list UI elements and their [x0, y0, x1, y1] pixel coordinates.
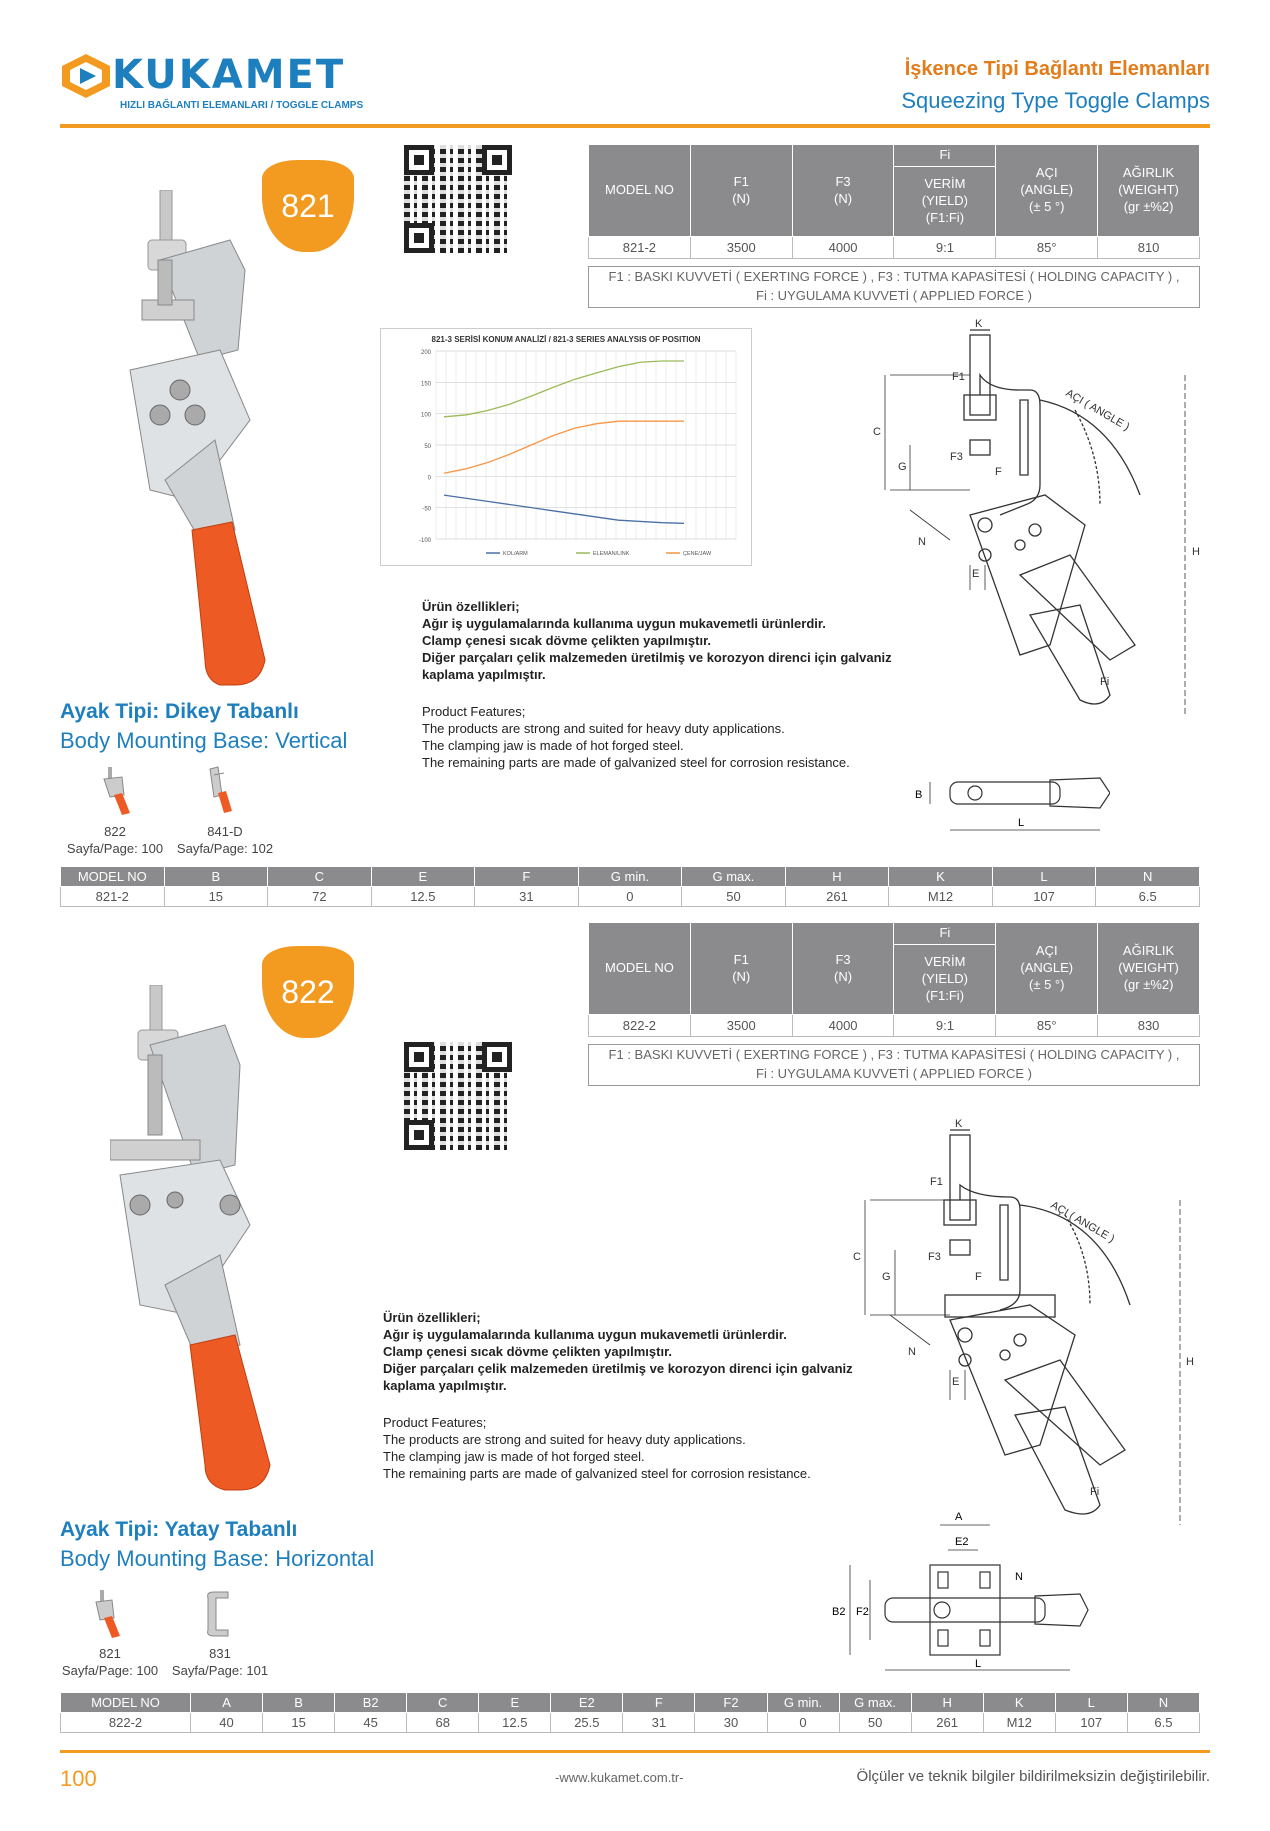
chart-title: 821-3 SERİSİ KONUM ANALİZİ / 821-3 SERIES ANALYSIS OF POSITION: [431, 335, 701, 344]
angle-tol: (± 5 °): [1029, 198, 1065, 214]
label-n: N: [918, 536, 926, 548]
weight-tr: AĞIRLIK: [1122, 165, 1175, 181]
feature-tr-2: Clamp çenesi sıcak dövme çelikten yapılmıştır.: [383, 1344, 673, 1359]
f1-label: F1: [733, 173, 749, 189]
technical-drawing-822: [850, 1115, 1210, 1545]
dim-header: F2: [695, 1693, 767, 1713]
col-model: MODEL NO: [589, 145, 691, 237]
dim-cell: 12.5: [371, 887, 475, 907]
series-line-kol-arm: [444, 495, 684, 523]
related-model: 822: [104, 824, 126, 839]
position-chart: [380, 328, 752, 566]
col-angle: [996, 145, 1098, 237]
force-legend-822: [588, 1044, 1200, 1086]
cell-f1: 3500: [690, 237, 792, 259]
dim-header: N: [1096, 867, 1200, 887]
related-item-822[interactable]: [60, 823, 170, 857]
feature-tr-2: Clamp çenesi sıcak dövme çelikten yapılmıştır.: [422, 633, 712, 648]
y-tick-label: 0: [427, 475, 431, 482]
label-angle: AÇI ( ANGLE ): [1063, 387, 1132, 434]
legend-label: KOL/ARM: [503, 551, 528, 557]
dimensions-table-822: [60, 1692, 1200, 1733]
cell-model: 822-2: [589, 1015, 691, 1037]
label-f2: F2: [856, 1606, 869, 1618]
feature-en-1: The products are strong and suited for heavy duty applications.: [422, 721, 785, 736]
label-a: A: [955, 1511, 963, 1523]
dim-cell: 261: [911, 1713, 983, 1733]
website-link[interactable]: -www.kukamet.com.tr-: [555, 1770, 684, 1785]
label-f3: F3: [928, 1251, 941, 1263]
dim-cell: 72: [268, 887, 372, 907]
f3-label: F3: [835, 173, 851, 189]
dim-cell: 821-2: [61, 887, 165, 907]
related-page: Sayfa/Page: 101: [171, 1663, 269, 1678]
features-title-en: Product Features;: [422, 704, 526, 719]
feature-en-1: The products are strong and suited for heavy duty applications.: [383, 1432, 746, 1447]
label-fi: Fi: [1100, 676, 1110, 688]
label-e: E: [972, 568, 980, 580]
label-h: H: [1186, 1356, 1194, 1368]
label-fi: Fi: [1090, 1486, 1100, 1498]
dim-cell: 30: [695, 1713, 767, 1733]
disclaimer: Ölçüler ve teknik bilgiler bildirilmeksizin değiştirilebilir.: [856, 1768, 1210, 1785]
related-page: Sayfa/Page: 102: [176, 841, 274, 856]
y-tick-label: 150: [420, 381, 431, 388]
label-b2: B2: [832, 1606, 846, 1618]
dim-header: MODEL NO: [61, 1693, 191, 1713]
angle-en: (ANGLE): [1020, 182, 1074, 198]
features-821: [422, 598, 892, 771]
feature-en-3: The remaining parts are made of galvanized steel for corrosion resistance.: [383, 1466, 811, 1481]
dim-header: MODEL NO: [61, 867, 165, 887]
col-yield: [894, 945, 996, 1015]
cell-yield: 9:1: [894, 1015, 996, 1037]
label-n: N: [908, 1346, 916, 1358]
dim-header: B: [164, 867, 268, 887]
related-thumb-841d[interactable]: [200, 765, 236, 817]
related-item-841d[interactable]: [170, 823, 280, 857]
cell-model: 821-2: [589, 237, 691, 259]
label-h: H: [1192, 546, 1200, 558]
label-c: C: [873, 426, 881, 438]
dim-cell: 107: [1055, 1713, 1127, 1733]
angle-tol: (± 5 °): [1029, 976, 1065, 992]
brand-subtitle: HIZLI BAĞLANTI ELEMANLARI / TOGGLE CLAMPS: [120, 100, 364, 111]
y-tick-label: 100: [420, 412, 431, 419]
dim-cell: 25.5: [551, 1713, 623, 1733]
dim-cell: 6.5: [1127, 1713, 1199, 1733]
yield-tr: VERİM: [924, 176, 966, 192]
base-type-en-822: Body Mounting Base: Horizontal: [60, 1546, 375, 1571]
dim-cell: 50: [839, 1713, 911, 1733]
label-f: F: [995, 466, 1002, 478]
label-f1: F1: [952, 371, 965, 383]
dim-header: N: [1127, 1693, 1199, 1713]
dim-header: E: [371, 867, 475, 887]
legend-label: ÇENE/JAW: [683, 551, 712, 557]
dim-cell: M12: [983, 1713, 1055, 1733]
base-type-tr-821: Ayak Tipi: Dikey Tabanlı: [60, 700, 299, 723]
dim-header: K: [983, 1693, 1055, 1713]
dim-cell: 107: [992, 887, 1096, 907]
features-822: [383, 1309, 853, 1482]
features-title-tr: Ürün özellikleri;: [383, 1310, 481, 1325]
feature-tr-4: kaplama yapılmıştır.: [383, 1378, 507, 1393]
cell-angle: 85°: [996, 237, 1098, 259]
feature-tr-3: Diğer parçaları çelik malzemeden üretilmiş ve korozyon direnci için galvaniz: [383, 1361, 853, 1376]
feature-tr-1: Ağır iş uygulamalarında kullanıma uygun mukavemetli ürünlerdir.: [422, 616, 826, 631]
f3-unit: (N): [834, 190, 853, 206]
base-type-tr-822: Ayak Tipi: Yatay Tabanlı: [60, 1518, 298, 1541]
technical-drawing-821: [870, 315, 1210, 735]
legend-line-2: Fi : UYGULAMA KUVVETİ ( APPLIED FORCE ): [756, 1066, 1032, 1081]
weight-tol: (gr ±%2): [1123, 198, 1174, 214]
cell-weight: 830: [1098, 1015, 1200, 1037]
header-divider: [60, 124, 1210, 128]
cell-f1: 3500: [690, 1015, 792, 1037]
features-title-tr: Ürün özellikleri;: [422, 599, 520, 614]
label-l: L: [975, 1658, 982, 1670]
dim-cell: 40: [191, 1713, 263, 1733]
dim-header: B: [263, 1693, 335, 1713]
yield-tr: VERİM: [924, 954, 966, 970]
weight-tol: (gr ±%2): [1123, 976, 1174, 992]
col-yield: [894, 167, 996, 237]
dim-cell: 31: [475, 887, 579, 907]
dim-cell: 15: [263, 1713, 335, 1733]
cell-f3: 4000: [792, 237, 894, 259]
related-thumb-821[interactable]: [90, 1588, 126, 1640]
y-tick-label: -50: [422, 506, 431, 513]
legend-line-1: F1 : BASKI KUVVETİ ( EXERTING FORCE ) , F3 : TUTMA KAPASİTESİ ( HOLDING CAPACITY ) ,: [608, 269, 1180, 284]
model-badge-821: 821: [262, 160, 354, 252]
top-view-821: [900, 770, 1110, 850]
angle-en: (ANGLE): [1020, 960, 1074, 976]
label-e: E: [952, 1376, 960, 1388]
label-n: N: [1015, 1571, 1023, 1583]
label-f1: F1: [930, 1176, 943, 1188]
dim-header: H: [785, 867, 889, 887]
page-title-en: Squeezing Type Toggle Clamps: [901, 88, 1210, 113]
legend-line-1: F1 : BASKI KUVVETİ ( EXERTING FORCE ) , F3 : TUTMA KAPASİTESİ ( HOLDING CAPACITY ) ,: [608, 1047, 1180, 1062]
related-page: Sayfa/Page: 100: [61, 1663, 159, 1678]
feature-en-2: The clamping jaw is made of hot forged steel.: [383, 1449, 645, 1464]
yield-en: (YIELD): [921, 193, 969, 209]
f1-label: F1: [733, 951, 749, 967]
label-g: G: [898, 461, 907, 473]
dim-header: G min.: [578, 867, 682, 887]
yield-en: (YIELD): [921, 971, 969, 987]
label-k: K: [975, 318, 983, 330]
related-item-821[interactable]: [55, 1645, 165, 1679]
col-model: MODEL NO: [589, 923, 691, 1015]
spec-table-821: [588, 144, 1200, 259]
feature-tr-4: kaplama yapılmıştır.: [422, 667, 546, 682]
related-item-831[interactable]: [165, 1645, 275, 1679]
col-angle: [996, 923, 1098, 1015]
col-weight: [1098, 923, 1200, 1015]
related-thumb-822[interactable]: [100, 765, 136, 817]
weight-en: (WEIGHT): [1118, 182, 1179, 198]
dim-header: A: [191, 1693, 263, 1713]
dim-header: F: [623, 1693, 695, 1713]
dim-header: C: [407, 1693, 479, 1713]
label-f: F: [975, 1271, 982, 1283]
dim-cell: 12.5: [479, 1713, 551, 1733]
dim-cell: 50: [682, 887, 786, 907]
f1-unit: (N): [732, 968, 751, 984]
dim-header: L: [1055, 1693, 1127, 1713]
dim-cell: 68: [407, 1713, 479, 1733]
footer-divider: [60, 1750, 1210, 1753]
dim-header: L: [992, 867, 1096, 887]
dim-header: E: [479, 1693, 551, 1713]
series-line--ene-jaw: [444, 421, 684, 473]
feature-tr-3: Diğer parçaları çelik malzemeden üretilmiş ve korozyon direnci için galvaniz: [422, 650, 892, 665]
weight-tr: AĞIRLIK: [1122, 943, 1175, 959]
feature-tr-1: Ağır iş uygulamalarında kullanıma uygun mukavemetli ürünlerdir.: [383, 1327, 787, 1342]
label-f3: F3: [950, 451, 963, 463]
legend-label: ELEMAN/LINK: [593, 551, 630, 557]
label-c: C: [853, 1251, 861, 1263]
label-l: L: [1018, 817, 1025, 829]
cell-weight: 810: [1098, 237, 1200, 259]
table-row: [61, 1713, 1200, 1733]
col-f3: [792, 145, 894, 237]
related-model: 841-D: [207, 824, 243, 839]
table-row: [61, 887, 1200, 907]
label-e2: E2: [955, 1536, 969, 1548]
model-badge-822: 822: [262, 946, 354, 1038]
logo-icon: [60, 52, 112, 100]
f1-unit: (N): [732, 190, 751, 206]
dim-header: E2: [551, 1693, 623, 1713]
dim-header: G max.: [682, 867, 786, 887]
brand-name: KUKAMET: [112, 52, 346, 98]
product-photo-822: [110, 985, 290, 1495]
dim-cell: 261: [785, 887, 889, 907]
col-f3: [792, 923, 894, 1015]
f3-unit: (N): [834, 968, 853, 984]
angle-tr: AÇI: [1035, 165, 1058, 181]
top-view-822: [830, 1510, 1090, 1680]
dimensions-table-821: [60, 866, 1200, 907]
y-tick-label: 50: [424, 444, 431, 450]
series-line-eleman-link: [444, 361, 684, 417]
dim-cell: 15: [164, 887, 268, 907]
col-f1: [690, 923, 792, 1015]
y-tick-label: 200: [420, 350, 431, 356]
label-angle: AÇI ( ANGLE ): [1048, 1199, 1117, 1246]
dim-cell: M12: [889, 887, 993, 907]
chart-plot: [381, 329, 753, 567]
features-title-en: Product Features;: [383, 1415, 487, 1430]
table-row: [589, 237, 1200, 259]
weight-en: (WEIGHT): [1118, 960, 1179, 976]
feature-en-3: The remaining parts are made of galvanized steel for corrosion resistance.: [422, 755, 850, 770]
dim-header: B2: [335, 1693, 407, 1713]
feature-en-2: The clamping jaw is made of hot forged steel.: [422, 738, 684, 753]
dim-cell: 45: [335, 1713, 407, 1733]
cell-angle: 85°: [996, 1015, 1098, 1037]
dim-header: H: [911, 1693, 983, 1713]
dim-cell: 822-2: [61, 1713, 191, 1733]
legend-line-2: Fi : UYGULAMA KUVVETİ ( APPLIED FORCE ): [756, 288, 1032, 303]
spec-table-822: [588, 922, 1200, 1037]
related-thumb-831[interactable]: [200, 1588, 240, 1640]
yield-ratio: (F1:Fi): [925, 987, 965, 1003]
dim-header: G max.: [839, 1693, 911, 1713]
col-fi: Fi: [894, 923, 996, 945]
angle-tr: AÇI: [1035, 943, 1058, 959]
related-model: 821: [99, 1646, 121, 1661]
col-fi: Fi: [894, 145, 996, 167]
y-tick-label: -100: [418, 538, 431, 544]
page-number: 100: [60, 1766, 97, 1791]
label-k: K: [955, 1118, 963, 1130]
dim-cell: 0: [767, 1713, 839, 1733]
yield-ratio: (F1:Fi): [925, 209, 965, 225]
dim-header: C: [268, 867, 372, 887]
dim-cell: 6.5: [1096, 887, 1200, 907]
product-photo-821: [120, 190, 290, 690]
qr-code-822[interactable]: [404, 1042, 512, 1150]
col-weight: [1098, 145, 1200, 237]
brand-logo: [60, 52, 112, 105]
dim-header: G min.: [767, 1693, 839, 1713]
f3-label: F3: [835, 951, 851, 967]
label-g: G: [882, 1271, 891, 1283]
col-f1: [690, 145, 792, 237]
page-title-tr: İşkence Tipi Bağlantı Elemanları: [904, 58, 1210, 80]
base-type-en-821: Body Mounting Base: Vertical: [60, 728, 348, 753]
cell-yield: 9:1: [894, 237, 996, 259]
dim-header: K: [889, 867, 993, 887]
label-b: B: [915, 789, 923, 801]
dim-cell: 0: [578, 887, 682, 907]
cell-f3: 4000: [792, 1015, 894, 1037]
related-model: 831: [209, 1646, 231, 1661]
related-page: Sayfa/Page: 100: [66, 841, 164, 856]
dim-header: F: [475, 867, 579, 887]
dim-cell: 31: [623, 1713, 695, 1733]
table-row: [589, 1015, 1200, 1037]
force-legend-821: [588, 266, 1200, 308]
qr-code-821[interactable]: [404, 145, 512, 253]
